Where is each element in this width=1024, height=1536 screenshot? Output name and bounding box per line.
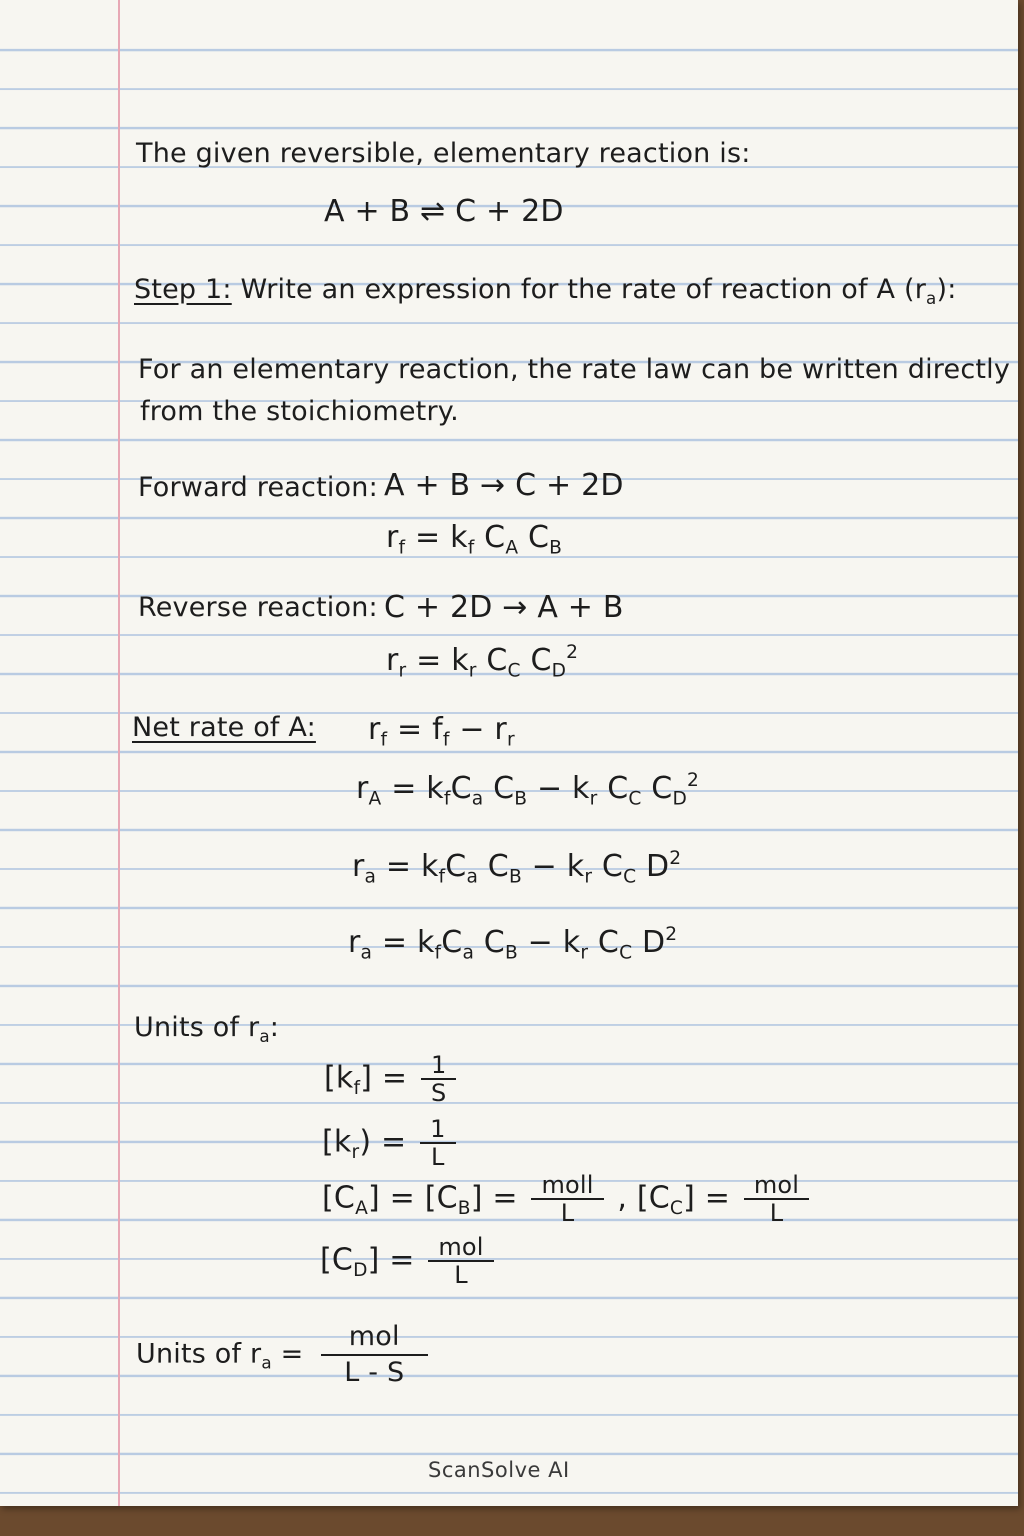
units-cd: $[C_D]$ = $\frac{\text{mol}}{L}$ [320,1234,498,1288]
intro-text: The given reversible, elementary reaction is: [136,138,751,169]
net-rate-eq-3: $r_a = k_fC_a$ $C_B - k_r$ $C_C$ $D^2$ [352,848,682,888]
units-result-sub: a [261,1352,272,1373]
units-label-text: Units of r [134,1012,260,1043]
net-rate-eq-4: $r_a = k_fC_a$ $C_B - k_r$ $C_C$ $D^2$ [348,924,678,964]
forward-label: Forward reaction: [138,472,378,503]
step-tail: ): [936,274,957,305]
cd-den: L [454,1261,468,1289]
units-label: Units of $r_a$: [134,1012,280,1046]
net-rate-label: Net rate of A: [132,712,316,743]
net-rate-eq-1: $r_f = f_f - r_r$ [368,712,515,751]
ca-cb-den: L [560,1199,575,1227]
ca-cb-fraction [531,1172,603,1226]
footer-brand: ScanSolve AI [428,1458,570,1482]
step-text: Write an expression for the rate of reaction of A (r [240,274,926,305]
units-label-sub: a [259,1025,270,1046]
units-result-prefix: Units of r [136,1338,262,1370]
net-rate-eq-2: $r_A = k_fC_a$ $C_B - k_r$ $C_C$ $C_D^2$ [356,770,700,810]
step-sub: a [926,287,937,308]
cd-fraction [428,1234,493,1288]
units-result-num: mol [321,1320,428,1356]
step-heading [134,274,957,308]
kf-den: S [430,1079,447,1107]
cd-num: mol [428,1234,493,1262]
forward-equation: A + B → C + 2D [384,468,624,503]
step-label: Step 1: [134,274,232,305]
reverse-equation: C + 2D → A + B [384,590,624,625]
reverse-label: Reverse reaction: [138,592,378,623]
kr-num: 1 [420,1116,455,1144]
ca-cb-num: moll [531,1172,603,1200]
units-result-den: L - S [344,1357,405,1388]
forward-rate: $r_f = k_f$ $C_A$ $C_B$ [386,520,563,559]
units-kr: $[k_r)$ = $\frac{1}{L}$ [322,1116,460,1170]
reverse-rate: $r_r = k_r$ $C_C$ $C_D^2$ [386,642,579,682]
rate-law-line-1: For an elementary reaction, the rate law can be written directly [138,354,1011,385]
units-result-fraction [316,1320,432,1390]
rate-law-line-2: from the stoichiometry. [140,396,459,427]
kf-fraction [421,1052,456,1106]
units-kf: $[k_f]$ = $\frac{1}{S}$ [324,1052,460,1106]
reaction-equation: A + B ⇌ C + 2D [324,194,564,229]
margin-line [118,0,120,1506]
cc-num: mol [744,1172,809,1200]
kr-den: L [431,1143,445,1171]
cc-fraction [744,1172,809,1226]
cc-den: L [769,1199,784,1227]
units-ca-cb: $[C_A] = [C_B]$ = $\frac{\text{moll}}{L}$ , $[C_C]$ = $\frac{\text{mol}}{L}$ [322,1172,813,1226]
kr-fraction [420,1116,455,1170]
kf-num: 1 [421,1052,456,1080]
units-result: Units of $r_a$ = $\frac{\text{mol}}{L - S}$ [136,1320,436,1390]
